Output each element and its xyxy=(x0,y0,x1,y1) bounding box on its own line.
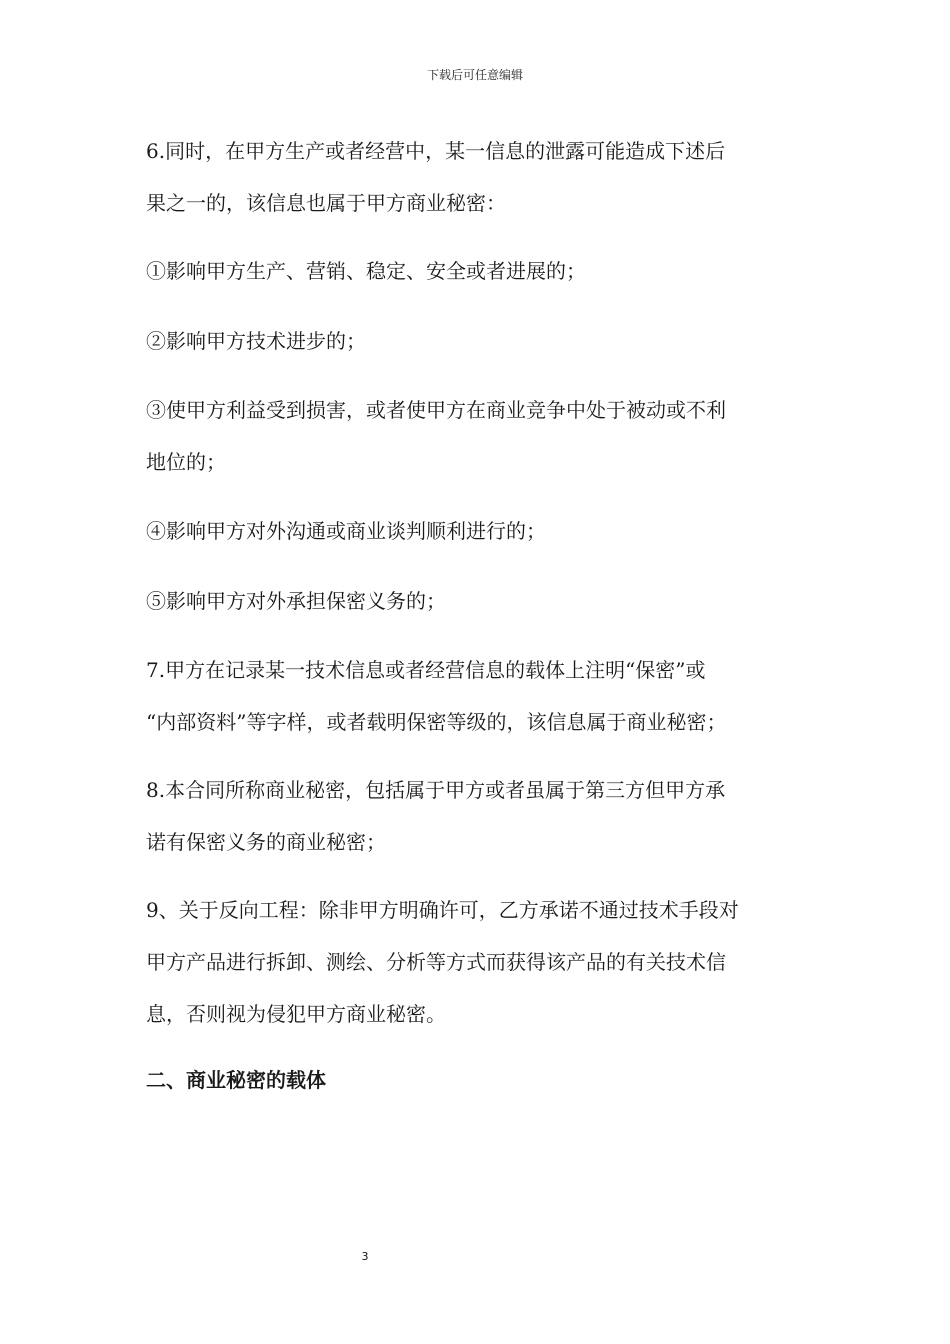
paragraph-line: 诺有保密义务的商业秘密； xyxy=(146,830,386,854)
paragraph-line: 果之一的，该信息也属于甲方商业秘密： xyxy=(146,191,506,215)
paragraph-line: 地位的； xyxy=(146,450,226,474)
section-heading: 二、商业秘密的载体 xyxy=(146,1068,326,1092)
paragraph-6 xyxy=(146,125,826,229)
paragraph-7 xyxy=(146,644,826,748)
paragraph-line: “内部资料”等字样，或者载明保密等级的，该信息属于商业秘密； xyxy=(146,710,727,734)
list-item-1 xyxy=(146,245,826,297)
page-header: 下载后可任意编辑 xyxy=(426,68,523,82)
list-item-3 xyxy=(146,384,826,488)
paragraph-line: 8.本合同所称商业秘密，包括属于甲方或者虽属于第三方但甲方承 xyxy=(146,778,726,802)
paragraph-line: 9、关于反向工程：除非甲方明确许可，乙方承诺不通过技术手段对 xyxy=(146,898,739,922)
paragraph-line: ④影响甲方对外沟通或商业谈判顺利进行的； xyxy=(146,519,546,543)
paragraph-line: 甲方产品进行拆卸、测绘、分析等方式而获得该产品的有关技术信 xyxy=(146,950,726,974)
paragraph-line: ⑤影响甲方对外承担保密义务的； xyxy=(146,589,446,613)
list-item-2 xyxy=(146,315,826,367)
page-number: 3 xyxy=(361,1250,369,1263)
paragraph-line: 息，否则视为侵犯甲方商业秘密。 xyxy=(146,1002,446,1026)
paragraph-line: ③使甲方利益受到损害，或者使甲方在商业竞争中处于被动或不利 xyxy=(146,398,726,422)
paragraph-9 xyxy=(146,884,826,1040)
paragraph-line: ①影响甲方生产、营销、稳定、安全或者进展的； xyxy=(146,259,586,283)
paragraph-8 xyxy=(146,764,826,868)
paragraph-line: ②影响甲方技术进步的； xyxy=(146,329,366,353)
list-item-4 xyxy=(146,505,826,557)
paragraph-line: 6.同时，在甲方生产或者经营中，某一信息的泄露可能造成下述后 xyxy=(146,139,726,163)
paragraph-line: 7.甲方在记录某一技术信息或者经营信息的载体上注明“保密”或 xyxy=(146,658,706,682)
list-item-5 xyxy=(146,575,826,627)
